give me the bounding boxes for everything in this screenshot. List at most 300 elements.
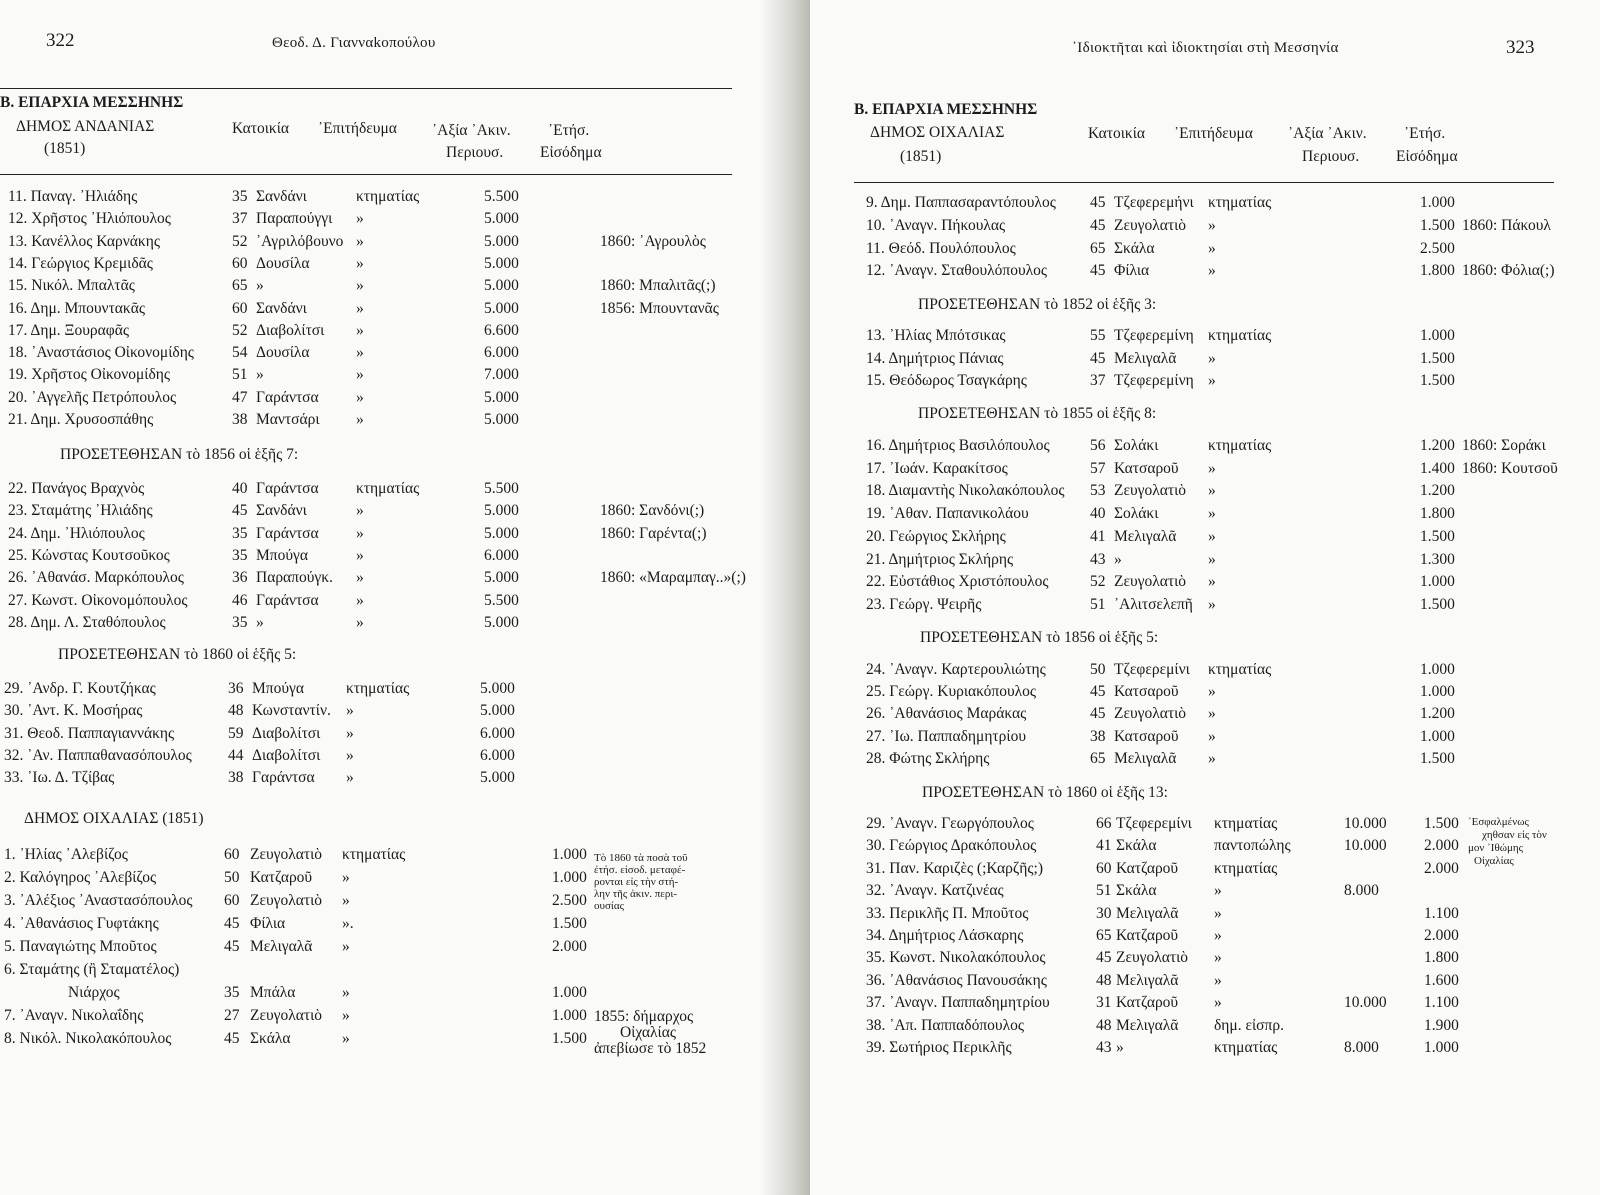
owner-name: 17. ᾿Ιωάν. Καρακίτσος bbox=[866, 459, 1008, 477]
age-cell: 54 bbox=[232, 344, 248, 362]
income-cell: 2.000 bbox=[1424, 859, 1459, 877]
age-cell: 43 bbox=[1090, 550, 1106, 568]
group-heading: ΠΡΟΣΕΤΕΘΗΣΑΝ τὸ 1852 οἱ ἑξῆς 3: bbox=[918, 296, 1157, 313]
residence-cell: Φίλια bbox=[1114, 262, 1150, 280]
residence-cell: Φίλια bbox=[250, 915, 286, 932]
owner-name: 19. Χρῆστος Οἰκονομίδης bbox=[8, 366, 171, 384]
residence-cell: ᾿Αλιτσελεπῆ bbox=[1114, 595, 1193, 613]
income-cell: 1.400 bbox=[1420, 459, 1455, 477]
footnote-1860-line: ἐτήσ. εἰσοδ. μεταφέ- bbox=[594, 864, 686, 876]
occupation-cell: κτηματίας bbox=[1208, 661, 1272, 678]
group-heading: ΠΡΟΣΕΤΕΘΗΣΑΝ τὸ 1860 οἱ ἑξῆς 5: bbox=[58, 646, 297, 663]
residence-cell: Ζευγολατιὸ bbox=[250, 1007, 323, 1024]
age-cell: 41 bbox=[1096, 837, 1112, 855]
occupation-cell: κτηματίας bbox=[1208, 327, 1272, 344]
occupation-cell: » bbox=[1208, 349, 1216, 367]
income-cell: 1.200 bbox=[1420, 705, 1455, 723]
age-cell: 40 bbox=[1090, 505, 1106, 523]
column-header-axia: ᾿Αξία ᾿Ακιν. bbox=[432, 122, 511, 139]
owner-name: 28. Δημ. Λ. Σταθόπουλος bbox=[8, 613, 166, 631]
age-cell: 35 bbox=[224, 984, 240, 1001]
property-value-cell: 5.000 bbox=[484, 411, 519, 428]
age-cell: 38 bbox=[232, 411, 248, 428]
income-cell: 1.500 bbox=[1420, 349, 1455, 367]
owner-name: 31. Παν. Καριζὲς (;Καρζῆς;) bbox=[866, 859, 1043, 877]
age-cell: 35 bbox=[232, 613, 248, 631]
age-cell: 37 bbox=[232, 210, 248, 228]
owner-name: 13. Κανέλλος Καρνάκης bbox=[8, 232, 160, 250]
occupation-cell: » bbox=[356, 210, 364, 228]
residence-cell: Σολάκι bbox=[1114, 505, 1159, 523]
occupation-cell: » bbox=[356, 254, 364, 272]
occupation-cell: παντοπώλης bbox=[1214, 837, 1291, 855]
age-cell: 65 bbox=[232, 277, 248, 295]
occupation-cell: κτηματίας bbox=[356, 188, 420, 205]
age-cell: 45 bbox=[224, 1030, 240, 1047]
residence-cell: Γαράντσα bbox=[256, 388, 319, 406]
occupation-cell: » bbox=[1208, 727, 1216, 745]
income-cell: 1.000 bbox=[552, 846, 587, 863]
age-cell: 35 bbox=[232, 188, 248, 205]
residence-cell: Σολάκι bbox=[1114, 437, 1159, 454]
occupation-cell: » bbox=[356, 569, 364, 587]
income-cell: 1.900 bbox=[1424, 1016, 1459, 1034]
age-cell: 51 bbox=[1096, 882, 1112, 900]
header-rule bbox=[0, 88, 732, 89]
owner-name: 14. Δημήτριος Πάνιας bbox=[866, 349, 1004, 367]
occupation-cell: » bbox=[342, 1030, 350, 1047]
residence-cell: Γαράντσα bbox=[256, 591, 319, 609]
income-cell: 1.000 bbox=[1420, 573, 1455, 591]
column-header-etis: ᾿Ετήσ. bbox=[1404, 125, 1446, 142]
residence-cell: Τζεφερεμίνι bbox=[1114, 661, 1190, 678]
property-value-cell: 5.000 bbox=[484, 502, 519, 520]
occupation-cell: » bbox=[356, 502, 364, 520]
age-cell: 45 bbox=[1090, 262, 1106, 280]
owner-name: 6. Σταμάτης (ἢ Σταματέλος) bbox=[4, 961, 180, 978]
owner-name: 16. Δημήτριος Βασιλόπουλος bbox=[866, 437, 1050, 454]
income-cell: 1.000 bbox=[1420, 327, 1455, 344]
residence-cell: Ζευγολατιὸ bbox=[1116, 949, 1189, 967]
occupation-cell: » bbox=[346, 769, 354, 787]
income-cell: 2.500 bbox=[552, 892, 587, 909]
residence-cell: Μπούγα bbox=[256, 546, 309, 564]
column-header-axia-2: Περιουσ. bbox=[1302, 148, 1360, 165]
footnote-1855-line: ἀπεβίωσε τὸ 1852 bbox=[594, 1040, 707, 1057]
age-cell: 46 bbox=[232, 591, 248, 609]
owner-name: 23. Σταμάτης ᾿Ηλιάδης bbox=[8, 502, 153, 520]
occupation-cell: » bbox=[356, 344, 364, 362]
age-cell: 45 bbox=[232, 502, 248, 520]
owner-name: 14. Γεώργιος Κρεμιδᾶς bbox=[8, 254, 153, 272]
occupation-cell: » bbox=[1208, 550, 1216, 568]
age-cell: 45 bbox=[1090, 194, 1106, 211]
property-value-cell: 5.000 bbox=[484, 232, 519, 250]
occupation-cell: » bbox=[356, 411, 364, 428]
owner-name: 20. ᾿Αγγελῆς Πετρόπουλος bbox=[8, 388, 177, 406]
age-cell: 45 bbox=[1090, 349, 1106, 367]
age-cell: 38 bbox=[228, 769, 244, 787]
owner-name: 36. ᾿Αθανάσιος Πανουσάκης bbox=[866, 971, 1047, 989]
footnote-1860-line: ουσίας bbox=[594, 900, 624, 912]
occupation-cell: » bbox=[1208, 595, 1216, 613]
residence-cell: Ζευγολατιὸ bbox=[250, 846, 323, 863]
property-value-cell: 5.000 bbox=[484, 277, 519, 295]
footnote-29-line: μον ᾿Ιθώμης bbox=[1468, 842, 1523, 854]
footnote-1860-line: λην τῆς ἀκιν. περι- bbox=[594, 888, 678, 900]
column-header-etis-2: Εἰσόδημα bbox=[540, 144, 602, 161]
occupation-cell: κτηματίας bbox=[1208, 437, 1272, 454]
age-cell: 45 bbox=[224, 938, 240, 955]
residence-cell: Διαβολίτσι bbox=[252, 746, 321, 764]
residence-cell: Μελιγαλᾶ bbox=[250, 938, 313, 955]
owner-name: 11. Θεόδ. Πουλόπουλος bbox=[866, 239, 1016, 257]
income-cell: 1.000 bbox=[1420, 727, 1455, 745]
owner-name: 27. Κωνστ. Οἰκονομόπουλος bbox=[8, 591, 188, 609]
age-cell: 45 bbox=[1090, 683, 1106, 701]
age-cell: 45 bbox=[1096, 949, 1112, 967]
age-cell: 35 bbox=[232, 546, 248, 564]
owner-name: 9. Δημ. Παππασαραντόπουλος bbox=[866, 194, 1056, 211]
age-cell: 27 bbox=[224, 1007, 240, 1024]
owner-name: 25. Γεώργ. Κυριακόπουλος bbox=[866, 683, 1037, 701]
property-value-cell: 8.000 bbox=[1344, 882, 1379, 900]
group-heading: ΠΡΟΣΕΤΕΘΗΣΑΝ τὸ 1856 οἱ ἑξῆς 7: bbox=[60, 446, 299, 463]
income-cell: 1.000 bbox=[552, 869, 587, 886]
column-header-katoikia: Κατοικία bbox=[232, 120, 289, 137]
column-header-epitideuma: ᾿Επιτήδευμα bbox=[1174, 125, 1253, 142]
income-cell: 2.000 bbox=[1424, 837, 1459, 855]
income-cell: 1.500 bbox=[1420, 749, 1455, 767]
occupation-cell: κτηματίας bbox=[1208, 194, 1272, 211]
owner-name: 28. Φώτης Σκλήρης bbox=[866, 749, 990, 767]
owner-name: 15. Νικόλ. Μπαλτᾶς bbox=[8, 277, 135, 295]
age-cell: 37 bbox=[1090, 372, 1106, 390]
occupation-cell: » bbox=[1214, 904, 1222, 922]
residence-cell: Σανδάνι bbox=[256, 188, 307, 205]
owner-name: 23. Γεώργ. Ψειρῆς bbox=[866, 595, 982, 613]
occupation-cell: » bbox=[1208, 239, 1216, 257]
property-value-cell: 5.000 bbox=[484, 254, 519, 272]
age-cell: 52 bbox=[1090, 573, 1106, 591]
residence-cell: Μελιγαλᾶ bbox=[1114, 527, 1177, 545]
age-cell: 65 bbox=[1096, 927, 1112, 944]
owner-name: 20. Γεώργιος Σκλήρης bbox=[866, 527, 1006, 545]
residence-cell: Διαβολίτσι bbox=[252, 724, 321, 742]
age-cell: 47 bbox=[232, 388, 248, 406]
owner-name: 38. ᾿Απ. Παππαδόπουλος bbox=[866, 1016, 1024, 1034]
occupation-cell: » bbox=[346, 746, 354, 764]
income-cell: 1.100 bbox=[1424, 904, 1459, 922]
age-cell: 44 bbox=[228, 746, 244, 764]
owner-name: 22. Πανάγος Βραχνὸς bbox=[8, 480, 145, 497]
column-header-epitideuma: ᾿Επιτήδευμα bbox=[318, 120, 397, 137]
annotation-cell: 1856: Μπουντανᾶς bbox=[600, 299, 719, 317]
owner-name: 22. Εὐστάθιος Χριστόπουλος bbox=[866, 573, 1049, 591]
age-cell: 51 bbox=[232, 366, 248, 384]
owner-name: 3. ᾿Αλέξιος ᾿Αναστασόπουλος bbox=[4, 892, 193, 909]
age-cell: 43 bbox=[1096, 1039, 1112, 1056]
residence-cell: Ζευγολατιὸ bbox=[1114, 573, 1187, 591]
owner-name: 12. Χρῆστος ᾿Ηλιόπουλος bbox=[8, 210, 171, 228]
income-cell: 2.000 bbox=[552, 938, 587, 955]
occupation-cell: κτηματίας bbox=[346, 680, 410, 697]
annotation-cell: 1860: Μπαλιτᾶς(;) bbox=[600, 277, 716, 295]
owner-name: 32. ᾿Αν. Παππαθανασόπουλος bbox=[4, 746, 192, 764]
age-cell: 60 bbox=[232, 254, 248, 272]
owner-name: Νιάρχος bbox=[68, 984, 120, 1001]
age-cell: 45 bbox=[224, 915, 240, 932]
running-head: ᾿Ιδιοκτῆται καὶ ἰδιοκτησίαι στὴ Μεσσηνία bbox=[1072, 40, 1339, 56]
age-cell: 30 bbox=[1096, 904, 1112, 922]
income-cell: 1.500 bbox=[1420, 527, 1455, 545]
residence-cell: » bbox=[1116, 1039, 1124, 1056]
owner-name: 15. Θεόδωρος Τσαγκάρης bbox=[866, 372, 1027, 390]
residence-cell: Μελιγαλᾶ bbox=[1116, 1016, 1179, 1034]
owner-name: 7. ᾿Αναγν. Νικολαΐδης bbox=[4, 1007, 144, 1024]
property-value-cell: 5.000 bbox=[480, 702, 515, 720]
income-cell: 2.500 bbox=[1420, 239, 1455, 257]
income-cell: 1.500 bbox=[1424, 815, 1459, 832]
residence-cell: Μελιγαλᾶ bbox=[1114, 749, 1177, 767]
owner-name: 8. Νικόλ. Νικολακόπουλος bbox=[4, 1030, 172, 1047]
owner-name: 18. ᾿Αναστάσιος Οἰκονομίδης bbox=[8, 344, 194, 362]
residence-cell: Ζευγολατιὸ bbox=[250, 892, 323, 909]
occupation-cell: » bbox=[1208, 372, 1216, 390]
income-cell: 1.000 bbox=[552, 984, 587, 1001]
left-page bbox=[0, 0, 780, 1195]
income-cell: 1.200 bbox=[1420, 482, 1455, 500]
property-value-cell: 8.000 bbox=[1344, 1039, 1379, 1056]
residence-cell: Κατζαροῦ bbox=[1116, 859, 1179, 877]
income-cell: 1.500 bbox=[1420, 216, 1455, 234]
age-cell: 52 bbox=[232, 232, 248, 250]
annotation-cell: 1860: Σοράκι bbox=[1462, 437, 1546, 454]
occupation-cell: » bbox=[1214, 882, 1222, 900]
owner-name: 17. Δημ. Ξουραφᾶς bbox=[8, 321, 129, 339]
property-value-cell: 5.000 bbox=[480, 680, 515, 697]
occupation-cell: » bbox=[1208, 262, 1216, 280]
age-cell: 45 bbox=[1090, 705, 1106, 723]
age-cell: 48 bbox=[1096, 971, 1112, 989]
group-heading: ΠΡΟΣΕΤΕΘΗΣΑΝ τὸ 1855 οἱ ἑξῆς 8: bbox=[918, 405, 1157, 422]
occupation-cell: » bbox=[1208, 216, 1216, 234]
owner-name: 18. Διαμαντὴς Νικολακόπουλος bbox=[866, 482, 1065, 500]
owner-name: 16. Δημ. Μπουντακᾶς bbox=[8, 299, 145, 317]
residence-cell: Σκάλα bbox=[1116, 837, 1157, 855]
owner-name: 30. Γεώργιος Δρακόπουλος bbox=[866, 837, 1037, 855]
occupation-cell: » bbox=[1208, 459, 1216, 477]
residence-cell: Μπούγα bbox=[252, 680, 305, 697]
owner-name: 34. Δημήτριος Λάσκαρης bbox=[866, 927, 1024, 944]
age-cell: 56 bbox=[1090, 437, 1106, 454]
income-cell: 1.600 bbox=[1424, 971, 1459, 989]
occupation-cell: δημ. εἰσπρ. bbox=[1214, 1016, 1284, 1034]
income-cell: 1.000 bbox=[1420, 194, 1455, 211]
occupation-cell: » bbox=[356, 321, 364, 339]
owner-name: 39. Σωτήριος Περικλῆς bbox=[866, 1039, 1012, 1056]
column-header-etis-2: Εἰσόδημα bbox=[1396, 148, 1458, 165]
property-value-cell: 6.000 bbox=[480, 724, 515, 742]
income-cell: 1.100 bbox=[1424, 994, 1459, 1012]
occupation-cell: » bbox=[356, 232, 364, 250]
residence-cell: Σκάλα bbox=[1114, 239, 1155, 257]
income-cell: 1.000 bbox=[1424, 1039, 1459, 1056]
age-cell: 51 bbox=[1090, 595, 1106, 613]
owner-name: 13. ᾿Ηλίας Μπότσικας bbox=[866, 327, 1006, 344]
income-cell: 2.000 bbox=[1424, 927, 1459, 944]
residence-cell: Ζευγολατιὸ bbox=[1114, 705, 1187, 723]
age-cell: 60 bbox=[224, 846, 240, 863]
income-cell: 1.200 bbox=[1420, 437, 1455, 454]
occupation-cell: ». bbox=[342, 915, 354, 932]
property-value-cell: 5.500 bbox=[484, 188, 519, 205]
occupation-cell: » bbox=[356, 546, 364, 564]
occupation-cell: » bbox=[342, 938, 350, 955]
age-cell: 31 bbox=[1096, 994, 1112, 1012]
occupation-cell: » bbox=[342, 1007, 350, 1024]
occupation-cell: » bbox=[356, 524, 364, 542]
owner-name: 4. ᾿Αθανάσιος Γυφτάκης bbox=[4, 915, 159, 932]
age-cell: 48 bbox=[1096, 1016, 1112, 1034]
owner-name: 12. ᾿Αναγν. Σταθουλόπουλος bbox=[866, 262, 1048, 280]
occupation-cell: » bbox=[342, 984, 350, 1001]
property-value-cell: 6.600 bbox=[484, 321, 519, 339]
owner-name: 27. ᾿Ιω. Παππαδημητρίου bbox=[866, 727, 1026, 745]
property-value-cell: 5.000 bbox=[484, 299, 519, 317]
income-cell: 1.800 bbox=[1420, 505, 1455, 523]
property-value-cell: 6.000 bbox=[484, 546, 519, 564]
table-header-rule bbox=[0, 174, 732, 175]
residence-cell: Τζεφερεμίνι bbox=[1116, 815, 1192, 832]
residence-cell: Γαράντσα bbox=[252, 769, 315, 787]
residence-cell: Σκάλα bbox=[250, 1030, 291, 1047]
footnote-29-line: ᾿Εσφαλμένως bbox=[1468, 816, 1529, 828]
residence-cell: Μαντσάρι bbox=[256, 411, 320, 428]
age-cell: 36 bbox=[232, 569, 248, 587]
owner-name: 29. ᾿Αναγν. Γεωργόπουλος bbox=[866, 815, 1034, 832]
occupation-cell: » bbox=[1208, 527, 1216, 545]
annotation-cell: 1860: ᾿Αγρουλὸς bbox=[600, 232, 706, 250]
owner-name: 26. ᾿Αθανάσ. Μαρκόπουλος bbox=[8, 569, 184, 587]
age-cell: 60 bbox=[1096, 859, 1112, 877]
group-heading: ΠΡΟΣΕΤΕΘΗΣΑΝ τὸ 1856 οἱ ἑξῆς 5: bbox=[920, 629, 1159, 646]
occupation-cell: » bbox=[346, 702, 354, 720]
residence-cell: » bbox=[256, 613, 264, 631]
age-cell: 41 bbox=[1090, 527, 1106, 545]
income-cell: 1.500 bbox=[552, 1030, 587, 1047]
property-value-cell: 5.500 bbox=[484, 591, 519, 609]
residence-cell: Παραπούγκ. bbox=[256, 569, 333, 587]
residence-cell: Μελιγαλᾶ bbox=[1116, 904, 1179, 922]
owner-name: 37. ᾿Αναγν. Παππαδημητρίου bbox=[866, 994, 1050, 1012]
occupation-cell: » bbox=[356, 277, 364, 295]
column-header-katoikia: Κατοικία bbox=[1088, 125, 1145, 142]
residence-cell: Κωνσταντίν. bbox=[252, 702, 331, 720]
owner-name: 24. ᾿Αναγν. Καρτερουλιώτης bbox=[866, 661, 1046, 678]
age-cell: 52 bbox=[232, 321, 248, 339]
property-value-cell: 6.000 bbox=[484, 344, 519, 362]
occupation-cell: » bbox=[356, 366, 364, 384]
residence-cell: Τζεφερεμίνη bbox=[1114, 327, 1194, 344]
income-cell: 1.500 bbox=[1420, 595, 1455, 613]
age-cell: 40 bbox=[232, 480, 248, 497]
age-cell: 57 bbox=[1090, 459, 1106, 477]
residence-cell: Κατσαροῦ bbox=[1114, 683, 1179, 701]
income-cell: 1.000 bbox=[1420, 661, 1455, 678]
residence-cell: Δουσίλα bbox=[256, 344, 310, 362]
age-cell: 48 bbox=[228, 702, 244, 720]
age-cell: 36 bbox=[228, 680, 244, 697]
footnote-1855-line: 1855: δήμαρχος bbox=[594, 1008, 694, 1025]
owner-name: 33. ᾿Ιω. Δ. Τζίβας bbox=[4, 769, 115, 787]
annotation-cell: 1860: Φόλια(;) bbox=[1462, 262, 1555, 280]
income-cell: 1.300 bbox=[1420, 550, 1455, 568]
occupation-cell: κτηματίας bbox=[342, 846, 406, 863]
property-value-cell: 5.000 bbox=[484, 524, 519, 542]
annotation-cell: 1860: Σανδόνι(;) bbox=[600, 502, 705, 520]
municipality-title: ΔΗΜΟΣ ΟΙΧΑΛΙΑΣ bbox=[870, 124, 1005, 141]
owner-name: 21. Δημ. Χρυσοσπάθης bbox=[8, 411, 154, 428]
year-label: (1851) bbox=[44, 140, 86, 157]
property-value-cell: 10.000 bbox=[1344, 994, 1387, 1012]
residence-cell: Τζεφερεμίνη bbox=[1114, 372, 1194, 390]
property-value-cell: 10.000 bbox=[1344, 815, 1387, 832]
owner-name: 5. Παναγιώτης Μποῦτος bbox=[4, 938, 157, 955]
owner-name: 10. ᾿Αναγν. Πήκουλας bbox=[866, 216, 1006, 234]
residence-cell: Τζεφερεμήνι bbox=[1114, 194, 1194, 211]
residence-cell: ᾿Αγριλόβουνο bbox=[256, 232, 344, 250]
footnote-29-line: Οἰχαλίας bbox=[1474, 855, 1514, 867]
page-number: 322 bbox=[46, 30, 75, 51]
occupation-cell: » bbox=[1208, 505, 1216, 523]
occupation-cell: » bbox=[1208, 683, 1216, 701]
occupation-cell: κτηματίας bbox=[1214, 859, 1278, 877]
owner-name: 21. Δημήτριος Σκλήρης bbox=[866, 550, 1014, 568]
residence-cell: Σανδάνι bbox=[256, 299, 307, 317]
residence-cell: Σκάλα bbox=[1116, 882, 1157, 900]
income-cell: 1.800 bbox=[1420, 262, 1455, 280]
income-cell: 1.000 bbox=[552, 1007, 587, 1024]
running-head: Θεοδ. Δ. Γιανναkοπούλου bbox=[272, 35, 436, 51]
residence-cell: Σανδάνι bbox=[256, 502, 307, 520]
occupation-cell: κτηματίας bbox=[1214, 1039, 1278, 1056]
occupation-cell: κτηματίας bbox=[1214, 815, 1278, 832]
income-cell: 1.500 bbox=[1420, 372, 1455, 390]
municipality-title: ΔΗΜΟΣ ΑΝΔΑΝΙΑΣ bbox=[16, 118, 155, 135]
owner-name: 25. Κώνστας Κουτσοῦκος bbox=[8, 546, 170, 564]
residence-cell: Ζευγολατιὸ bbox=[1114, 482, 1187, 500]
annotation-cell: 1860: Πάκουλ bbox=[1462, 216, 1551, 234]
annotation-cell: 1860: Γαρέντα(;) bbox=[600, 524, 707, 542]
age-cell: 60 bbox=[232, 299, 248, 317]
age-cell: 55 bbox=[1090, 327, 1106, 344]
owner-name: 19. ᾿Αθαν. Παπανικολάου bbox=[866, 505, 1029, 523]
column-header-axia: ᾿Αξία ᾿Ακιν. bbox=[1288, 125, 1367, 142]
owner-name: 32. ᾿Αναγν. Κατζινέας bbox=[866, 882, 1004, 900]
property-value-cell: 5.000 bbox=[484, 388, 519, 406]
annotation-cell: 1860: «Μαραμπαγ..»(;) bbox=[600, 569, 746, 587]
footnote-29-line: χηθσαν εἰς τὸν bbox=[1482, 829, 1547, 841]
age-cell: 65 bbox=[1090, 749, 1106, 767]
residence-cell: » bbox=[1114, 550, 1122, 568]
footnote-1855-line: Οἰχαλίας bbox=[620, 1024, 676, 1041]
age-cell: 66 bbox=[1096, 815, 1112, 832]
income-cell: 1.000 bbox=[1420, 683, 1455, 701]
income-cell: 1.500 bbox=[552, 915, 587, 932]
occupation-cell: » bbox=[346, 724, 354, 742]
residence-cell: Κατσαροῦ bbox=[1114, 727, 1179, 745]
